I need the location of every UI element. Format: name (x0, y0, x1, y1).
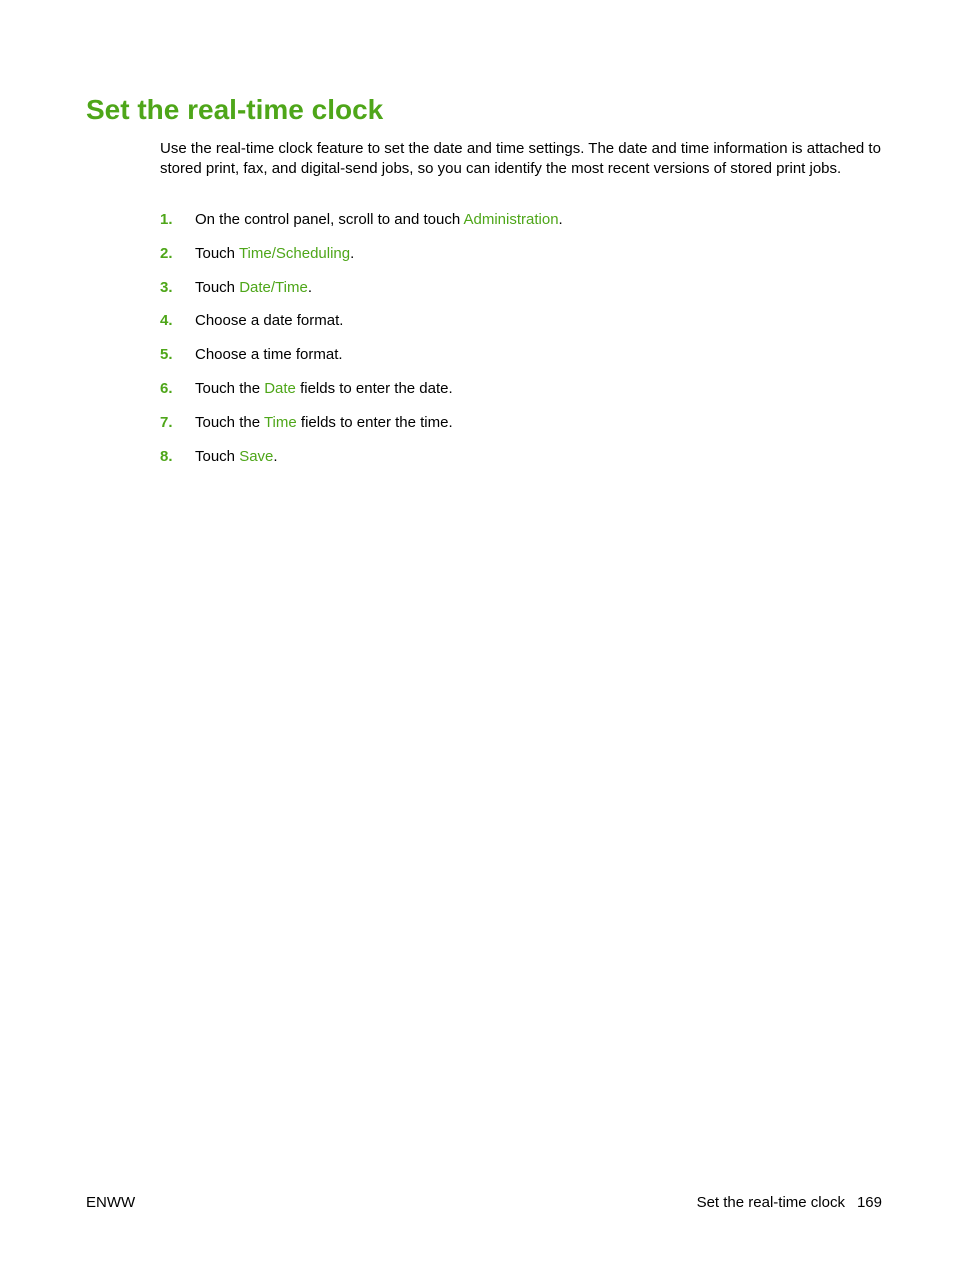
step-text (195, 278, 312, 298)
step-highlight-date-time: Date/Time (239, 278, 308, 296)
step-text (195, 379, 453, 399)
intro-paragraph: Use the real-time clock feature to set the date and time settings. The date and time information is attached to stored print, fax, and digital-send jobs, so you can identify the most recent versions of stored print jobs. (160, 140, 881, 177)
step-text-before: Choose a date format. (195, 312, 344, 330)
step-number: 1. (160, 211, 173, 228)
step-item (160, 447, 890, 481)
step-highlight-time-scheduling: Time/Scheduling (238, 244, 351, 262)
footer-section-title: Set the real-time clock (696, 1194, 845, 1211)
step-text (195, 345, 343, 365)
steps-list (160, 210, 890, 480)
step-highlight-date: Date (264, 379, 296, 397)
step-number: 7. (160, 413, 173, 431)
step-text-after: . (350, 244, 355, 262)
step-text-after: . (273, 447, 278, 465)
step-text-before: Touch (195, 244, 239, 262)
step-number: 6. (160, 379, 173, 397)
step-item (160, 210, 890, 244)
step-item (160, 244, 890, 278)
footer-edition-label: ENWW (86, 1194, 136, 1211)
step-text-before: Touch the (195, 413, 264, 431)
step-item (160, 311, 890, 345)
step-text-before: Touch (195, 447, 240, 465)
step-text-after: . (558, 211, 563, 228)
step-text (195, 447, 278, 467)
step-number: 3. (160, 278, 173, 296)
step-text-before: Touch the (195, 379, 265, 397)
step-number: 2. (160, 244, 173, 262)
step-text-before: Touch (195, 278, 240, 296)
step-highlight-save: Save (239, 447, 274, 465)
step-text (195, 413, 453, 433)
step-text-after: fields to enter the time. (296, 413, 453, 431)
step-highlight-time: Time (263, 413, 297, 431)
step-text-after: . (307, 278, 313, 296)
page-number: 169 (856, 1194, 882, 1211)
step-text (195, 311, 343, 331)
step-item (160, 345, 890, 379)
step-item (160, 413, 890, 447)
step-text (195, 210, 563, 230)
footer-running-head (697, 1193, 882, 1213)
step-number: 5. (160, 346, 173, 364)
step-item (160, 379, 890, 413)
step-item (160, 278, 890, 312)
step-highlight-administration: Administration (463, 211, 559, 228)
step-text (195, 244, 354, 264)
step-text-after: fields to enter the date. (295, 379, 453, 397)
page-title: Set the real-time clock (86, 94, 384, 125)
step-number: 4. (160, 312, 173, 330)
step-text-before: Choose a time format. (195, 346, 343, 364)
step-text-before: On the control panel, scroll to and touch (195, 211, 464, 228)
step-number: 8. (160, 447, 173, 465)
